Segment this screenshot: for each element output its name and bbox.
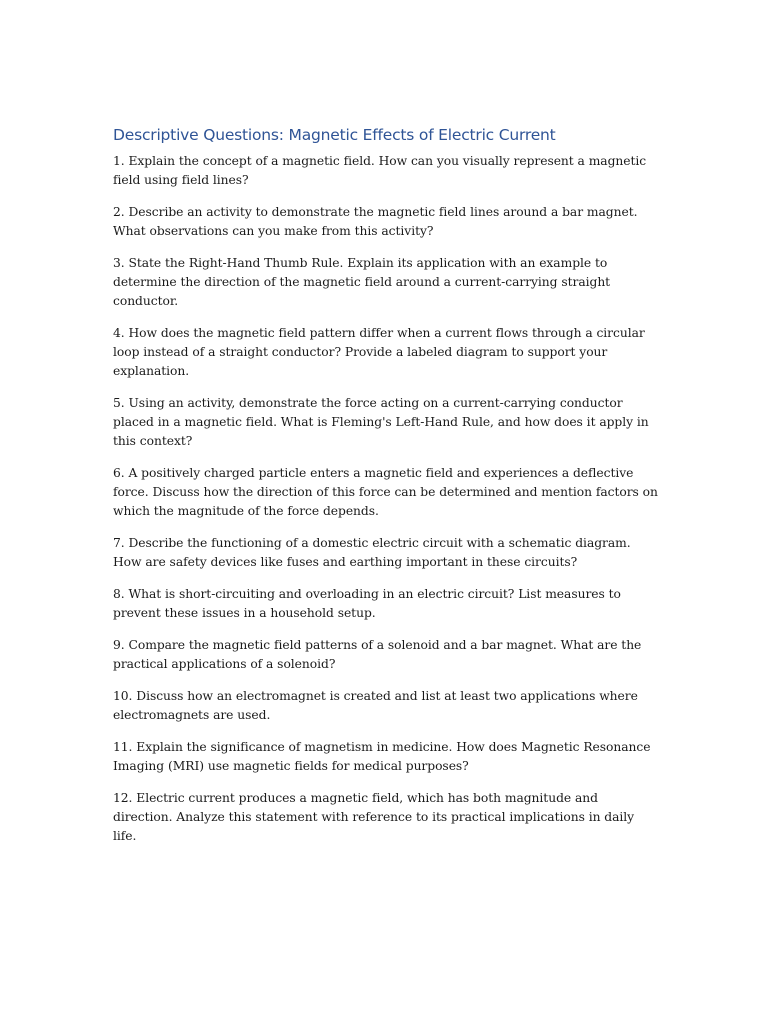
question-3: 3. State the Right-Hand Thumb Rule. Explain its application with an example to determine the direction of the magnetic field around a current-carrying straight conductor. (113, 256, 611, 308)
question-5: 5. Using an activity, demonstrate the force acting on a current-carrying conductor placed in a magnetic field. What is Fleming's Left-Hand Rule, and how does it apply in this context? (113, 396, 649, 448)
document-content (113, 124, 658, 859)
document-title: Descriptive Questions: Magnetic Effects of Electric Current (113, 126, 556, 144)
question-4: 4. How does the magnetic field pattern differ when a current flows through a circular loop instead of a straight conductor? Provide a labeled diagram to support your explanation. (113, 326, 645, 378)
question-7: 7. Describe the functioning of a domestic electric circuit with a schematic diagram. How are safety devices like fuses and earthing important in these circuits? (113, 536, 631, 569)
question-11: 11. Explain the significance of magnetism in medicine. How does Magnetic Resonance Imaging (MRI) use magnetic fields for medical purposes? (113, 740, 651, 773)
question-10: 10. Discuss how an electromagnet is created and list at least two applications where electromagnets are used. (113, 689, 638, 722)
question-6: 6. A positively charged particle enters a magnetic field and experiences a deflective force. Discuss how the direction of this force can be determined and mention factors on which the magnitude of the force depends. (113, 466, 658, 518)
question-2: 2. Describe an activity to demonstrate the magnetic field lines around a bar magnet. What observations can you make from this activity? (113, 205, 638, 238)
question-1: 1. Explain the concept of a magnetic field. How can you visually represent a magnetic field using field lines? (113, 154, 647, 187)
question-9: 9. Compare the magnetic field patterns of a solenoid and a bar magnet. What are the practical applications of a solenoid? (113, 638, 642, 671)
question-12: 12. Electric current produces a magnetic field, which has both magnitude and direction. Analyze this statement with reference to its practical implications in daily life. (113, 791, 635, 843)
question-8: 8. What is short-circuiting and overloading in an electric circuit? List measures to prevent these issues in a household setup. (113, 587, 621, 620)
